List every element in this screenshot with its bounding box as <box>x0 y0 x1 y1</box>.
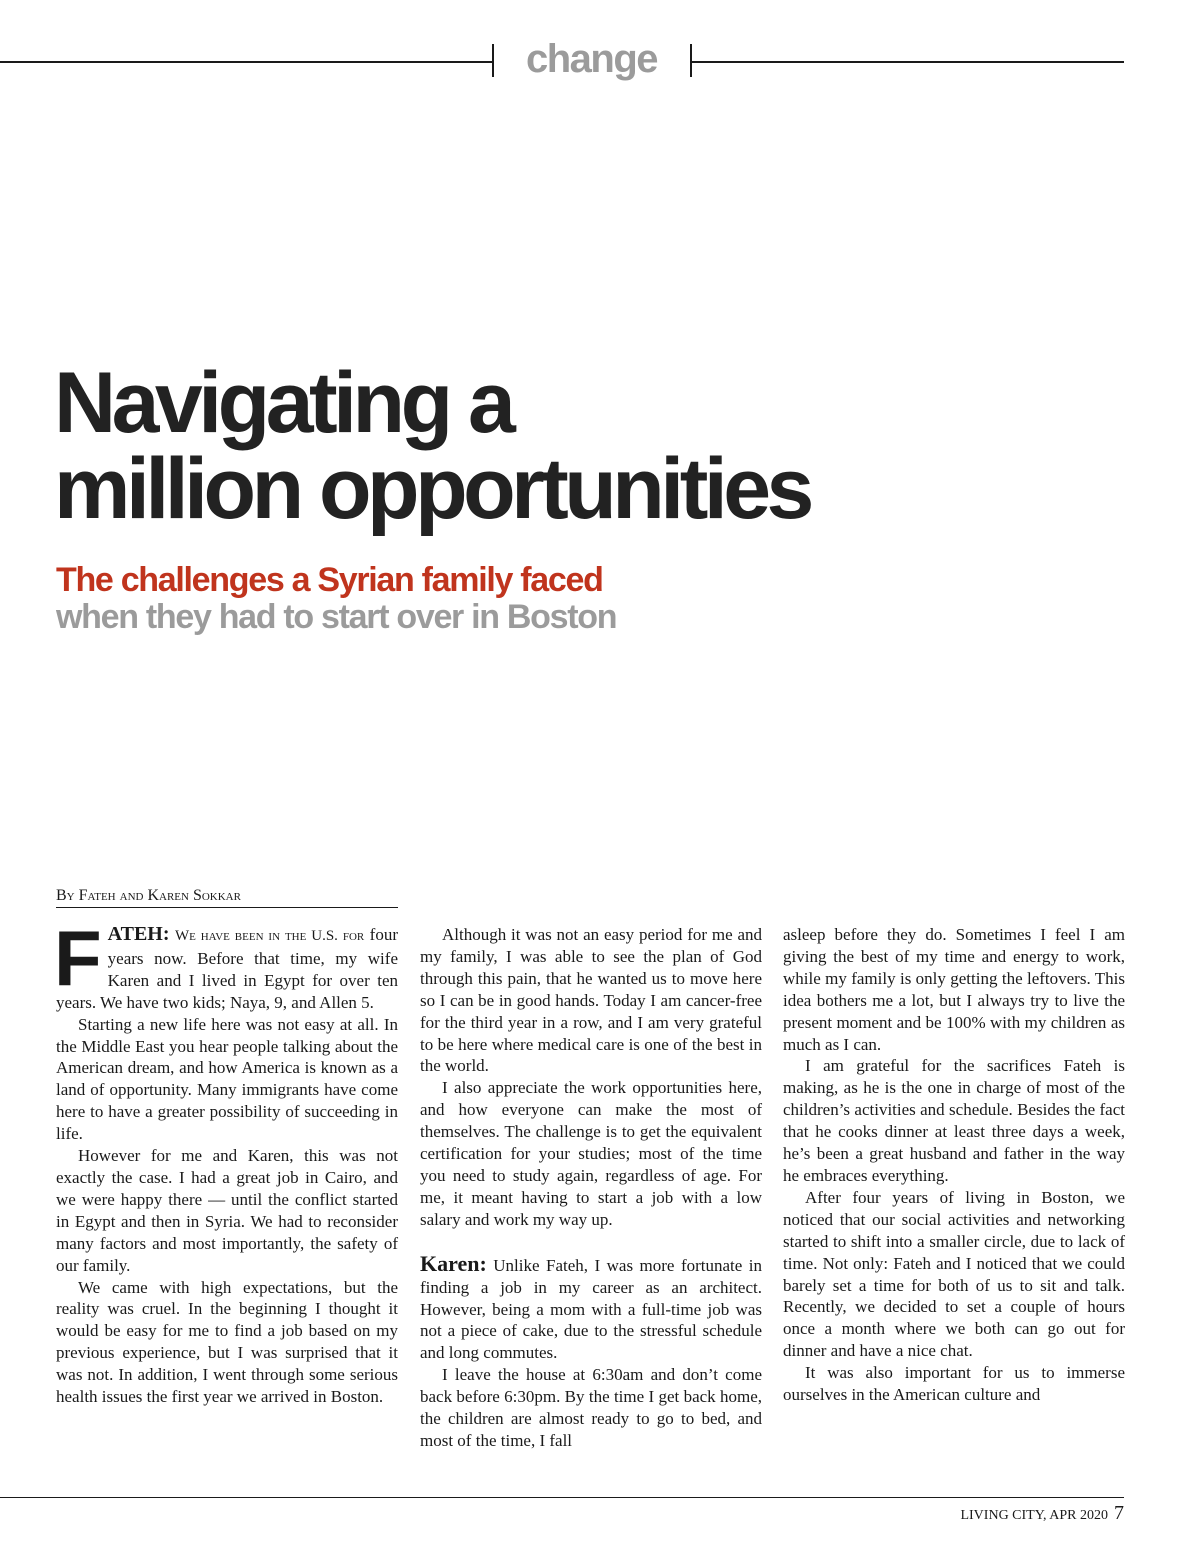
article-deck <box>56 562 616 636</box>
headline-line-1: Navigating a <box>54 355 512 451</box>
paragraph: However for me and Karen, this was not exactly the case. I had a great job in Cairo, and we were happy there — until the conflict started in Egypt and then in Syria. We had to reconsider many factors and most importantly, the safety of our family. <box>56 1146 398 1275</box>
section-gap <box>420 1231 762 1253</box>
lead-paragraph <box>54 914 398 1014</box>
page-number: 7 <box>1114 1502 1124 1524</box>
paragraph: We came with high expectations, but the reality was cruel. In the beginning I thought it would be easy for me to find a job based on my previous experience, but I was surprised that it was not. In addition, I went through some serious health issues the first year we arrived in Boston. <box>56 1277 398 1407</box>
speaker-name: Karen: <box>420 1250 487 1276</box>
lead-speaker-name: ATEH: <box>107 923 170 945</box>
page-footer <box>960 1502 1124 1527</box>
article-column-3 <box>783 924 1125 1406</box>
section-label: change <box>525 37 658 81</box>
speaker-paragraph <box>420 1250 762 1365</box>
lead-smallcaps: We have been in the U.S. for <box>174 928 365 944</box>
article-headline <box>54 355 810 537</box>
paragraph: I am grateful for the sacrifices Fateh is making, as he is the one in charge of most of the children’s activities and schedule. Besides the fact that he cooks dinner at least three days a week, he’s been a great husband and father in the way he embraces everything. <box>783 1056 1125 1185</box>
lead-paragraph-text: four years now. Before that time, my wife Karen and I lived in Egypt for over ten years. We have two kids; Naya, 9, and Allen 5. <box>56 925 398 1012</box>
footer-rule <box>0 1497 1124 1498</box>
paragraph: After four years of living in Boston, we noticed that our social activities and networking started to shift into a smaller circle, due to lack of time. Not only: Fateh and I noticed that we could barely set a time for both of us to sit and talk. Recently, we decided to set a couple of hours once a month where we both can go out for dinner and have a nice chat. <box>783 1187 1125 1361</box>
deck-line-red: The challenges a Syrian family faced <box>56 561 603 599</box>
speaker-paragraph-text: Unlike Fateh, I was more fortunate in finding a job in my career as an architect. However, being a mom with a full-time job was not a piece of cake, due to the stressful schedule and long commutes. <box>420 1255 762 1363</box>
header-rule-left <box>0 61 492 63</box>
article-column-2 <box>420 924 762 1452</box>
paragraph: It was also important for us to immerse ourselves in the American culture and <box>783 1363 1125 1405</box>
header-rule-right <box>692 61 1124 63</box>
paragraph: I also appreciate the work opportunities here, and how everyone can make the most of themselves. The challenge is to get the equivalent certification for your studies; most of the time you need to study again, regardless of age. For me, it meant having to start a job with a low salary and work my way up. <box>420 1078 762 1229</box>
headline-line-2: million opportunities <box>54 441 810 537</box>
drop-cap: F <box>54 914 102 1002</box>
footer-publication: LIVING CITY, APR 2020 <box>960 1508 1108 1523</box>
paragraph: Although it was not an easy period for me and my family, I was able to see the plan of God through this pain, that he wanted us to move here so I can be in good hands. Today I am cancer-free for the third year in a row, and I am very grateful to be here where medical care is one of the best in the world. <box>420 925 762 1076</box>
paragraph: I leave the house at 6:30am and don’t come back before 6:30pm. By the time I get back home, the children are almost ready to go to bed, and most of the time, I fall <box>420 1365 762 1450</box>
byline: By Fateh and Karen Sokkar <box>56 886 398 908</box>
paragraph: asleep before they do. Sometimes I feel I am giving the best of my time and energy to work, while my family is only getting the leftovers. This idea bothers me a lot, but I always try to live the present moment and be 100% with my children as much as I can. <box>783 925 1125 1054</box>
article-column-1 <box>54 914 398 1408</box>
deck-line-gray: when they had to start over in Boston <box>56 598 617 636</box>
paragraph: Starting a new life here was not easy at all. In the Middle East you hear people talking about the American dream, and how America is known as a land of opportunity. Many immigrants have come here to have a greater possibility of succeeding in life. <box>56 1014 398 1144</box>
